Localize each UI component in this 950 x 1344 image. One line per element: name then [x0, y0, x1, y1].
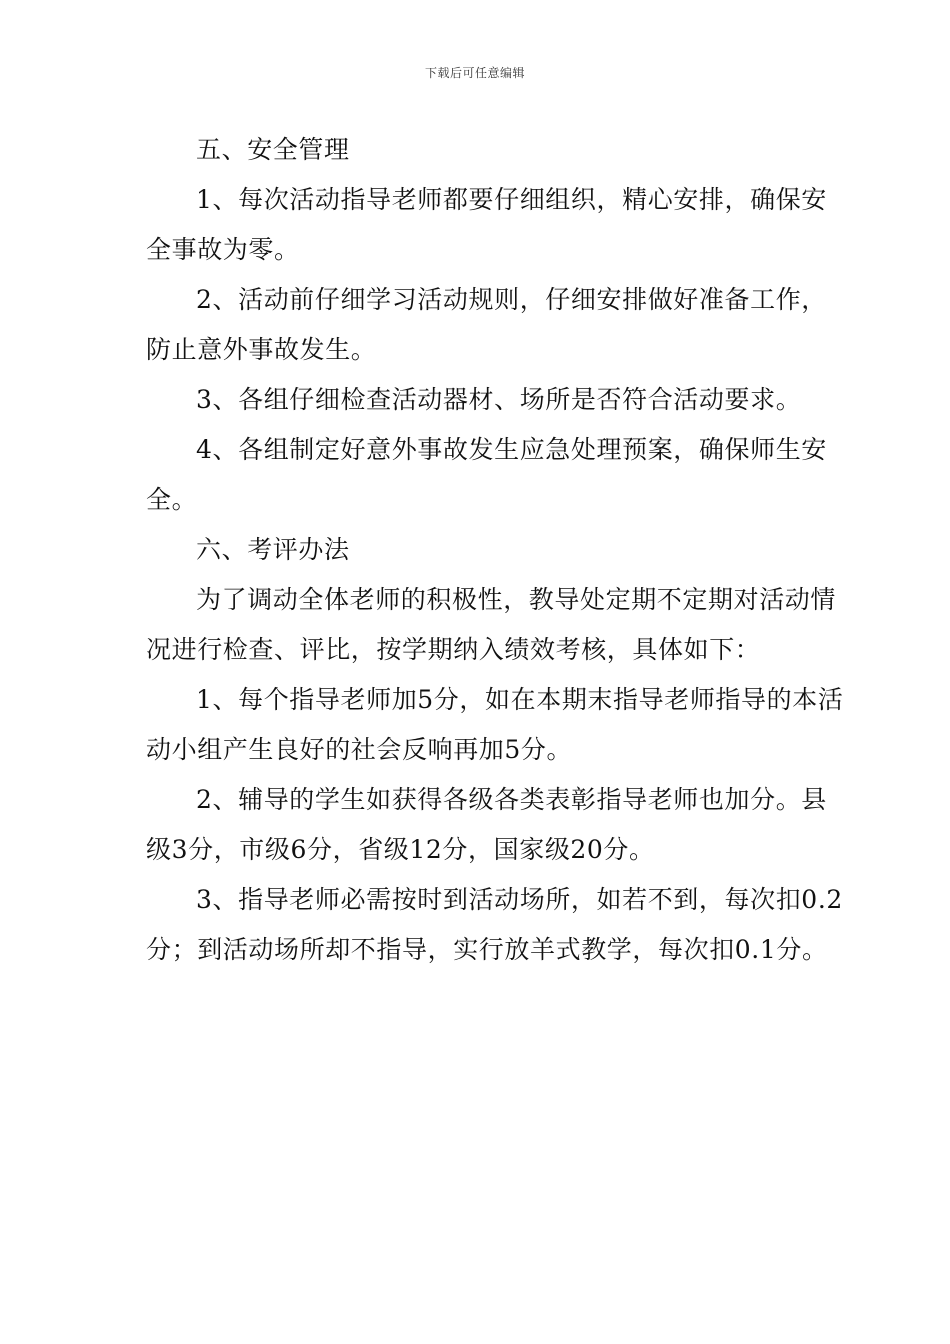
- evaluation-item-2: 2、辅导的学生如获得各级各类表彰指导老师也加分。县级3分，市级6分，省级12分，国家级20分。: [146, 785, 827, 864]
- document-body: [146, 125, 846, 975]
- section-heading-safety: 五、安全管理: [196, 135, 350, 164]
- safety-item-2: 2、活动前仔细学习活动规则，仔细安排做好准备工作，防止意外事故发生。: [146, 285, 827, 364]
- safety-item-4: 4、各组制定好意外事故发生应急处理预案，确保师生安全。: [146, 435, 827, 514]
- evaluation-item-3: 3、指导老师必需按时到活动场所，如若不到，每次扣0.2分；到活动场所却不指导，实行放羊式教学，每次扣0.1分。: [146, 885, 843, 964]
- page-header: 下载后可任意编辑: [424, 66, 525, 80]
- section-heading-evaluation: 六、考评办法: [196, 535, 350, 564]
- evaluation-intro: 为了调动全体老师的积极性，教导处定期不定期对活动情况进行检查、评比，按学期纳入绩效考核，具体如下：: [146, 585, 837, 664]
- evaluation-item-1: 1、每个指导老师加5分，如在本期末指导老师指导的本活动小组产生良好的社会反响再加5分。: [146, 685, 844, 764]
- safety-item-3: 3、各组仔细检查活动器材、场所是否符合活动要求。: [196, 385, 802, 414]
- safety-item-1: 1、每次活动指导老师都要仔细组织，精心安排，确保安全事故为零。: [146, 185, 827, 264]
